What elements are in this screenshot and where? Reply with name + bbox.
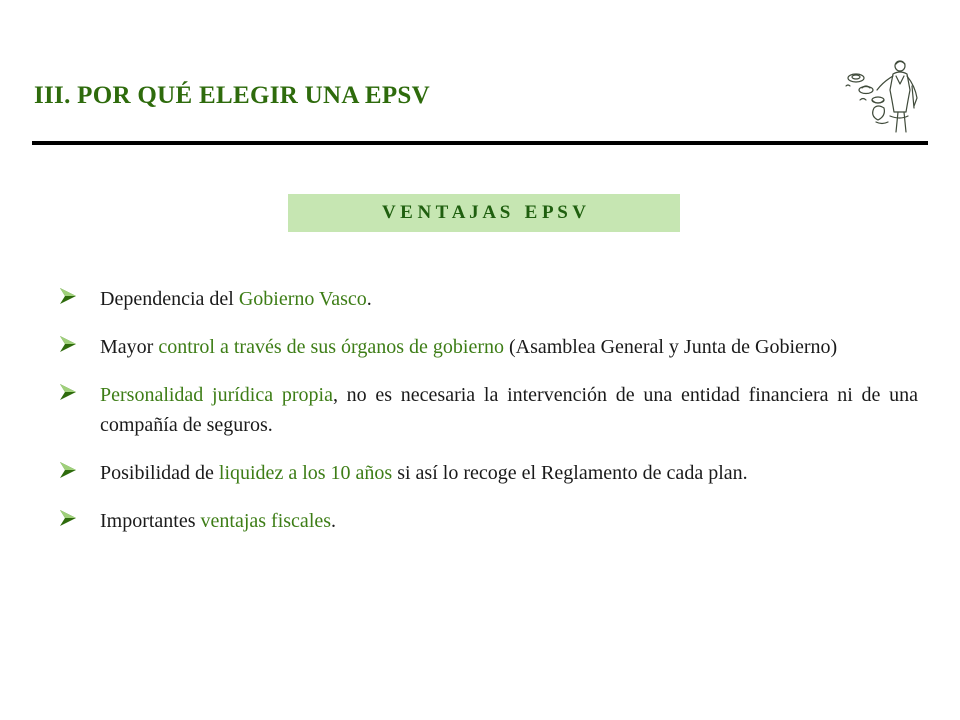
arrowhead-bullet-icon	[58, 286, 78, 306]
highlight-text: Personalidad jurídica propia	[100, 384, 333, 406]
title-divider	[32, 141, 928, 145]
body-text: Importantes	[100, 510, 201, 532]
slide-title: III. POR QUÉ ELEGIR UNA EPSV	[34, 82, 430, 109]
arrowhead-bullet-icon	[58, 460, 78, 480]
body-text: .	[366, 288, 372, 310]
arrowhead-bullet-icon	[58, 334, 78, 354]
highlight-text: ventajas fiscales	[200, 510, 332, 532]
bullet-item	[58, 332, 918, 362]
arrowhead-bullet-icon	[58, 508, 78, 528]
banner-title: V E N T A J A S E P S V	[382, 202, 586, 223]
body-text: , no es necesaria la intervención de una entidad financiera ni de una compañía de seguros.	[100, 384, 918, 436]
bullet-item	[58, 458, 918, 488]
highlight-text: liquidez a los 10 años	[218, 462, 393, 484]
highlight-text: control a través de sus órganos de gobierno	[158, 336, 504, 358]
body-text: (Asamblea General y Junta de Gobierno)	[503, 336, 838, 358]
bullet-item	[58, 284, 918, 314]
bullet-list	[58, 284, 918, 554]
arrowhead-bullet-icon	[58, 382, 78, 402]
body-text: Posibilidad de	[100, 462, 219, 484]
bullet-item	[58, 506, 918, 536]
body-text: Mayor	[100, 336, 159, 358]
highlight-text: Gobierno Vasco	[238, 288, 367, 310]
section-banner	[288, 194, 680, 232]
body-text: .	[331, 510, 337, 532]
body-text: Dependencia del	[100, 288, 239, 310]
bullet-item	[58, 380, 918, 440]
waiter-serving-illustration	[838, 56, 926, 138]
body-text: si así lo recoge el Reglamento de cada plan.	[392, 462, 748, 484]
